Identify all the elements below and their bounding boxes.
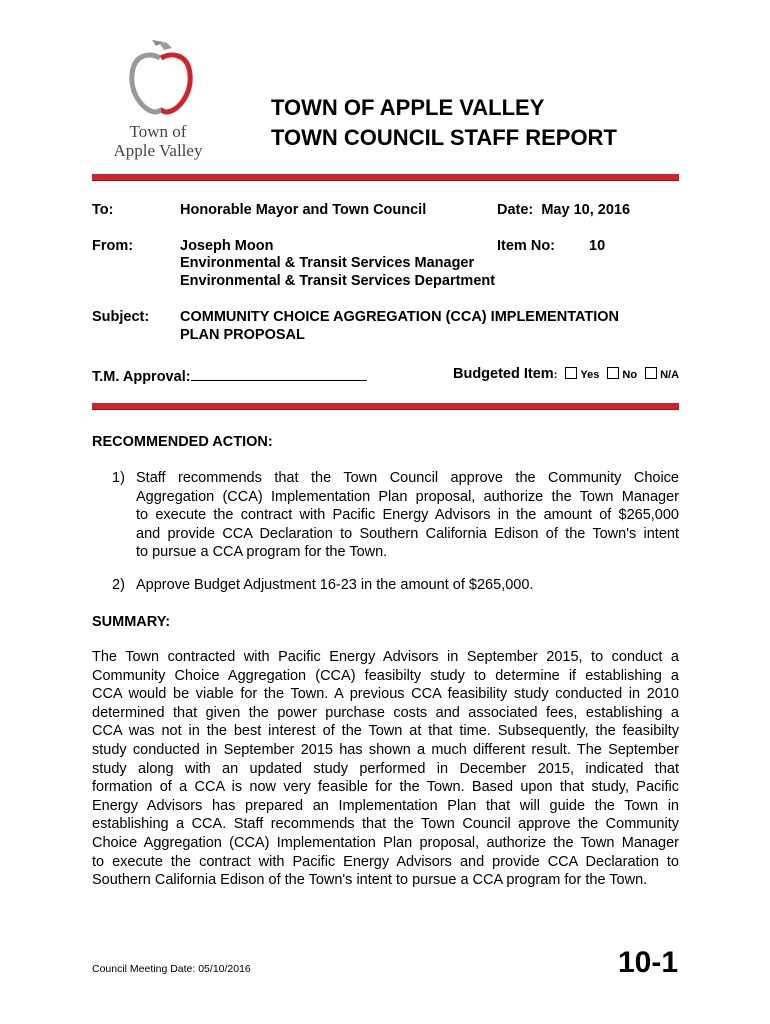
action-item-1-line: Staff recommends that the Town Council approve the Community Choice — [136, 470, 679, 486]
logo-text-line1: Town of — [129, 122, 187, 141]
item-value: 10 — [589, 238, 606, 254]
summary-paragraph — [92, 648, 679, 890]
recommended-action-heading: RECOMMENDED ACTION: — [92, 434, 273, 450]
action-item-2-number: 2) — [112, 577, 125, 593]
tm-approval — [92, 366, 367, 386]
tm-approval-label: T.M. Approval: — [92, 369, 191, 385]
no-checkbox[interactable] — [607, 367, 619, 379]
from-label: From: — [92, 238, 134, 254]
from-department: Environmental & Transit Services Department — [180, 273, 496, 289]
header-divider — [92, 174, 679, 181]
na-checkbox[interactable] — [645, 367, 657, 379]
to-label: To: — [92, 202, 114, 218]
memo-divider — [92, 403, 679, 410]
date-label: Date: — [497, 202, 534, 218]
item-label: Item No: — [497, 238, 555, 254]
apple-logo-icon — [120, 40, 200, 120]
summary-line: determined that given the power purchase costs and associated fees, establishing a — [92, 704, 679, 721]
summary-line: Southern California Edison of the Town's intent to pursue a CCA program for the Town. — [92, 872, 648, 889]
summary-line: Energy Advisors has prepared an Implementation Plan that will guide the Town in — [92, 797, 679, 814]
summary-line: Choice Aggregation (CCA) Implementation Plan proposal, authorize the Town Manager — [92, 834, 679, 851]
yes-option-label: Yes — [580, 369, 600, 381]
summary-line: establishing a CCA. Staff recommends that the Town Council approve the Community — [92, 816, 679, 833]
yes-checkbox[interactable] — [565, 367, 577, 379]
budgeted-item-label: Budgeted Item — [453, 366, 554, 382]
town-logo — [108, 40, 218, 165]
page-number: 10-1 — [618, 946, 679, 979]
summary-line: to execute the contract with Pacific Energy Advisors and provide CCA Declaration to — [92, 853, 679, 870]
summary-line: The Town contracted with Pacific Energy Advisors in September 2015, to conduct a — [92, 649, 679, 665]
summary-line: study along with an updated study performed in December 2015, indicated that — [92, 760, 679, 777]
action-item-2-line: Approve Budget Adjustment 16-23 in the amount of $265,000. — [136, 577, 534, 593]
logo-text-line2: Apple Valley — [113, 141, 203, 160]
from-name: Joseph Moon — [180, 238, 274, 254]
summary-line: CCA would be viable for the Town. A previous CCA feasibility study conducted in 2010 — [92, 686, 679, 703]
action-item-1-line: to pursue a CCA program for the Town. — [136, 544, 388, 561]
summary-line: study conducted in September 2015 has shown a much different result. The September — [92, 741, 679, 758]
from-title: Environmental & Transit Services Manager — [180, 255, 475, 271]
summary-line: Community Choice Aggregation (CCA) feasibilty study to determine if establishing a — [92, 667, 679, 684]
action-item-1-number: 1) — [112, 470, 125, 486]
summary-heading: SUMMARY: — [92, 614, 171, 630]
summary-line: formation of a CCA is now very feasible for the Town. Based upon that study, Pacific — [92, 779, 679, 796]
date-value: May 10, 2016 — [541, 202, 631, 218]
to-value: Honorable Mayor and Town Council — [180, 202, 427, 218]
subject-line2: PLAN PROPOSAL — [180, 327, 305, 343]
action-item-1-line: Aggregation (CCA) Implementation Plan proposal, authorize the Town Manager — [136, 488, 679, 505]
na-option-label: N/A — [660, 369, 680, 381]
action-item-1 — [136, 469, 679, 562]
subject-label: Subject: — [92, 309, 150, 325]
report-title-line2: TOWN COUNCIL STAFF REPORT — [271, 125, 617, 150]
action-item-1-line: and provide CCA Declaration to Southern California Edison of the Town's intent — [136, 525, 679, 542]
budgeted-item: Budgeted Item: Yes No N/A — [453, 366, 680, 382]
subject-line1: COMMUNITY CHOICE AGGREGATION (CCA) IMPLEMENTATION — [180, 309, 620, 325]
report-title-line1: TOWN OF APPLE VALLEY — [271, 95, 545, 120]
no-option-label: No — [622, 369, 638, 381]
tm-approval-signature-line[interactable] — [191, 366, 367, 381]
footer-meeting-date: Council Meeting Date: 05/10/2016 — [92, 963, 251, 975]
summary-line: CCA was not in the best interest of the Town at that time. Subsequently, the feasibilty — [92, 723, 679, 740]
date-field — [497, 201, 630, 219]
action-item-1-line: to execute the contract with Pacific Energy Advisors in the amount of $265,000 — [136, 507, 679, 524]
